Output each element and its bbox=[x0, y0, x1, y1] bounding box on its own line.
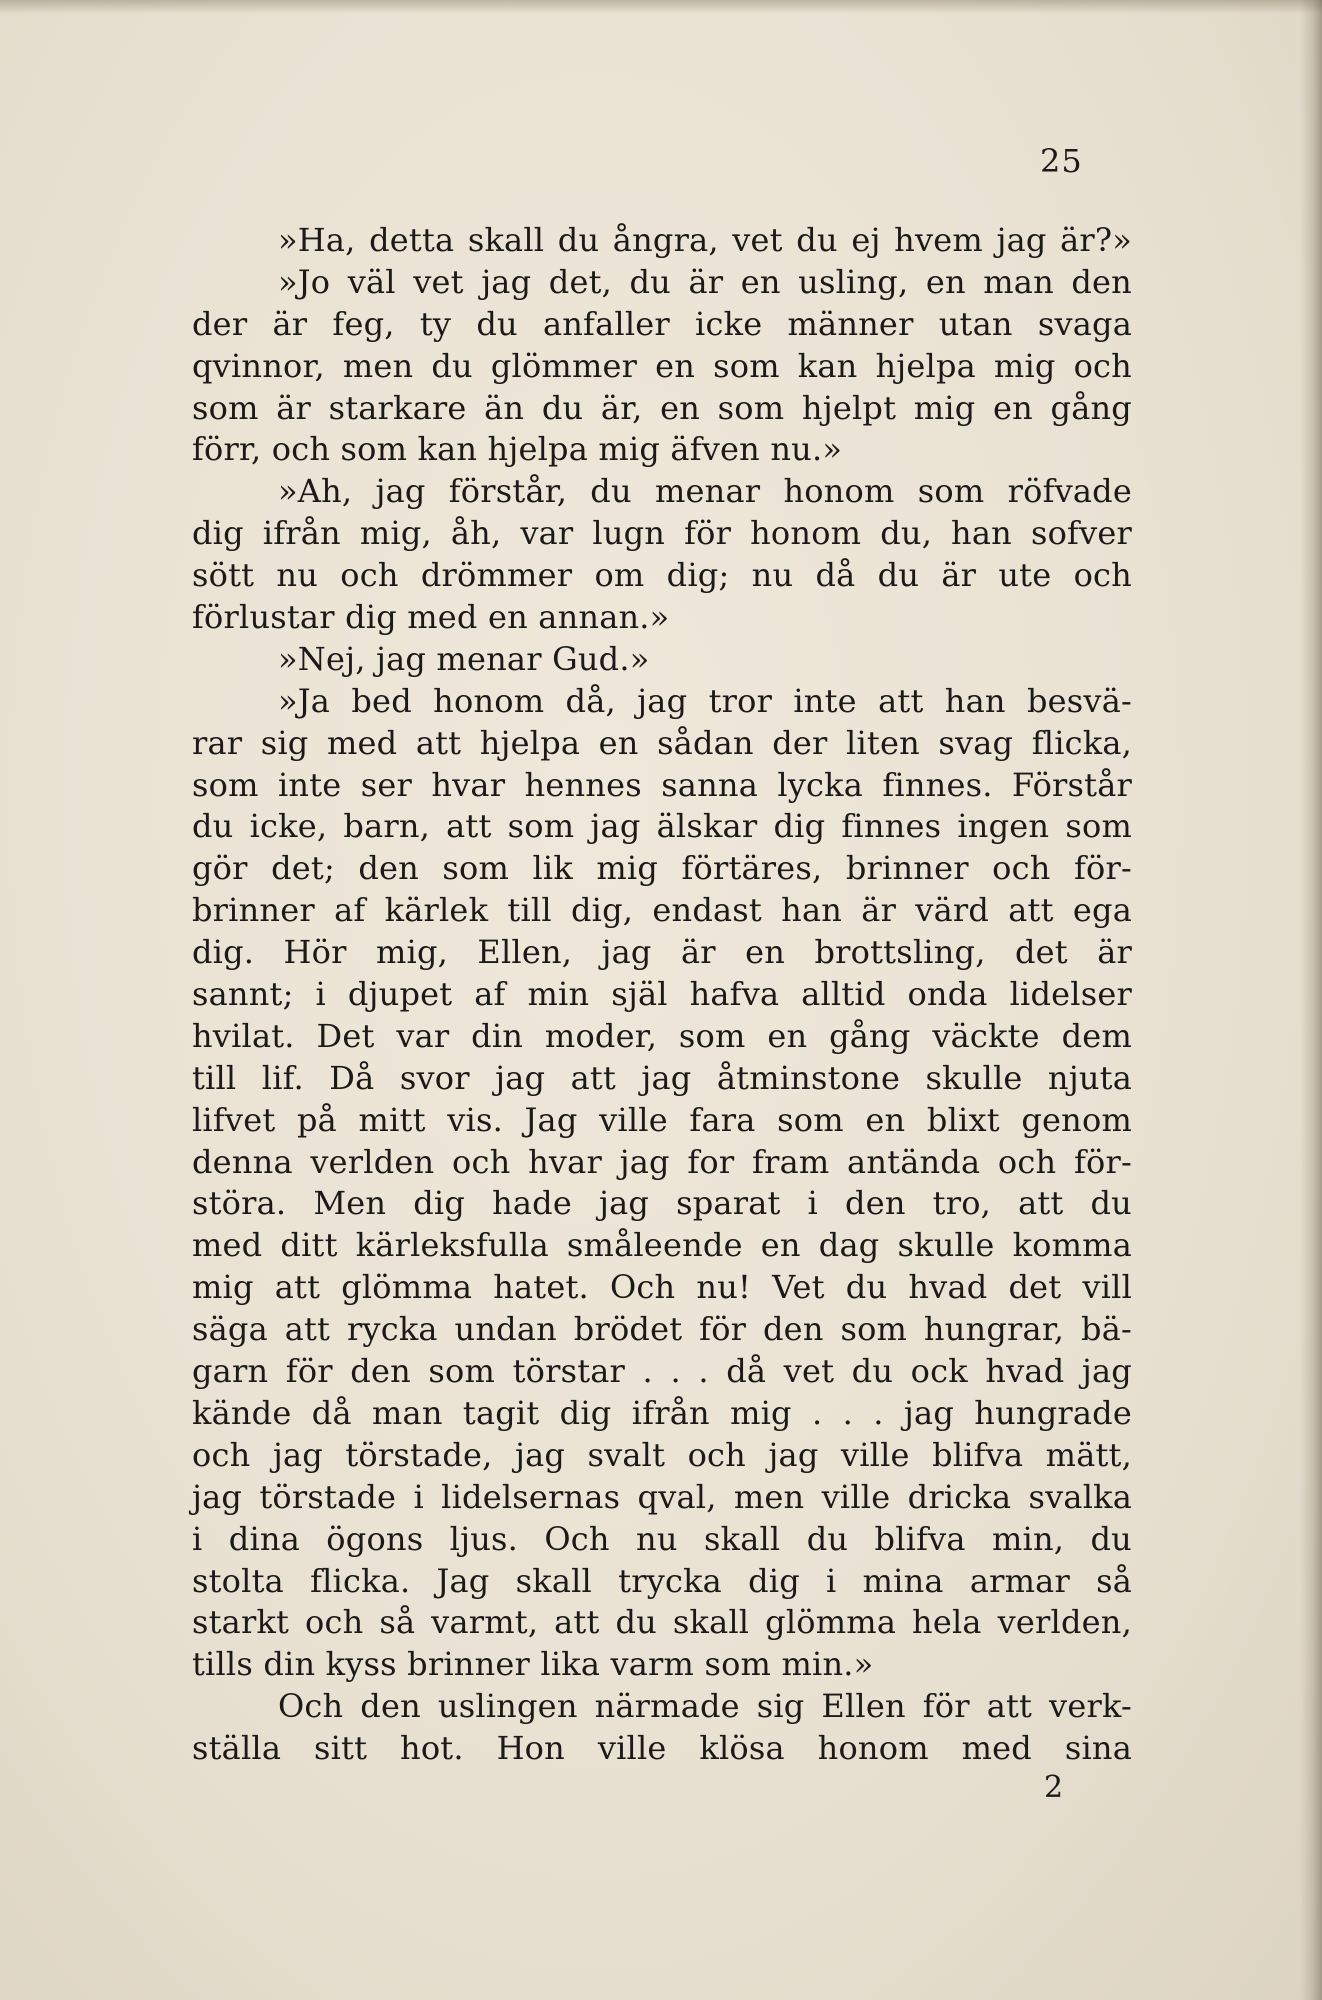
text-line: till lif. Då svor jag att jag åtminstone skulle njuta bbox=[192, 1058, 1132, 1097]
text-line: »Ah, jag förstår, du menar honom som röfvade bbox=[278, 472, 1132, 511]
text-line: med ditt kärleksfulla småleende en dag skulle komma bbox=[192, 1226, 1132, 1265]
text-line: brinner af kärlek till dig, endast han är värd att ega bbox=[192, 891, 1132, 930]
text-line: störa. Men dig hade jag sparat i den tro, att du bbox=[192, 1184, 1132, 1223]
signature-mark: 2 bbox=[1044, 1770, 1064, 1805]
body-text bbox=[192, 220, 1132, 1770]
text-line: och jag törstade, jag svalt och jag ville blifva mätt, bbox=[192, 1435, 1132, 1474]
text-line: »Ha, detta skall du ångra, vet du ej hvem jag är?» bbox=[278, 221, 1132, 259]
text-line: du icke, barn, att som jag älskar dig finnes ingen som bbox=[192, 807, 1132, 846]
text-line: rar sig med att hjelpa en sådan der liten svag flicka, bbox=[192, 723, 1132, 762]
text-line: garn för den som törstar . . . då vet du ock hvad jag bbox=[192, 1352, 1132, 1391]
text-line: Och den uslingen närmade sig Ellen för att verk- bbox=[278, 1687, 1132, 1726]
page-edge-shadow bbox=[1300, 0, 1322, 2000]
text-line: i dina ögons ljus. Och nu skall du blifva min, du bbox=[192, 1519, 1132, 1558]
text-line: sött nu och drömmer om dig; nu då du är ute och bbox=[192, 556, 1132, 595]
text-line: »Ja bed honom då, jag tror inte att han besvä- bbox=[278, 681, 1132, 720]
text-line: qvinnor, men du glömmer en som kan hjelpa mig och bbox=[192, 346, 1132, 385]
text-line: som inte ser hvar hennes sanna lycka finnes. Förstår bbox=[192, 765, 1132, 804]
text-line: hvilat. Det var din moder, som en gång väckte dem bbox=[192, 1016, 1132, 1055]
text-line: stolta flicka. Jag skall trycka dig i mina armar så bbox=[192, 1561, 1132, 1600]
text-line: ställa sitt hot. Hon ville klösa honom med sina bbox=[192, 1729, 1132, 1768]
text-line: »Jo väl vet jag det, du är en usling, en man den bbox=[278, 262, 1132, 301]
text-line: tills din kyss brinner lika varm som min.» bbox=[192, 1645, 874, 1684]
text-line: der är feg, ty du anfaller icke männer utan svaga bbox=[192, 304, 1132, 343]
text-line: förlustar dig med en annan.» bbox=[192, 598, 670, 637]
text-line: jag törstade i lidelsernas qval, men ville dricka svalka bbox=[192, 1477, 1132, 1516]
page-number: 25 bbox=[1040, 142, 1083, 180]
text-line: lifvet på mitt vis. Jag ville fara som en blixt genom bbox=[192, 1100, 1132, 1139]
page-top-shadow bbox=[0, 0, 1322, 14]
text-line: dig. Hör mig, Ellen, jag är en brottsling, det är bbox=[192, 933, 1132, 972]
text-line: sannt; i djupet af min själ hafva alltid onda lidelser bbox=[192, 975, 1132, 1014]
text-line: förr, och som kan hjelpa mig äfven nu.» bbox=[192, 430, 843, 469]
text-line: kände då man tagit dig ifrån mig . . . jag hungrade bbox=[192, 1393, 1132, 1432]
text-line: starkt och så varmt, att du skall glömma hela verlden, bbox=[192, 1603, 1132, 1642]
text-line: som är starkare än du är, en som hjelpt mig en gång bbox=[192, 388, 1132, 427]
text-line: säga att rycka undan brödet för den som hungrar, bä- bbox=[192, 1310, 1132, 1349]
text-line: »Nej, jag menar Gud.» bbox=[278, 639, 650, 678]
text-line: mig att glömma hatet. Och nu! Vet du hvad det vill bbox=[192, 1268, 1132, 1307]
text-line: denna verlden och hvar jag for fram antända och för- bbox=[192, 1142, 1132, 1181]
text-line: gör det; den som lik mig förtäres, brinner och för- bbox=[192, 849, 1132, 888]
text-line: dig ifrån mig, åh, var lugn för honom du, han sofver bbox=[192, 514, 1132, 553]
